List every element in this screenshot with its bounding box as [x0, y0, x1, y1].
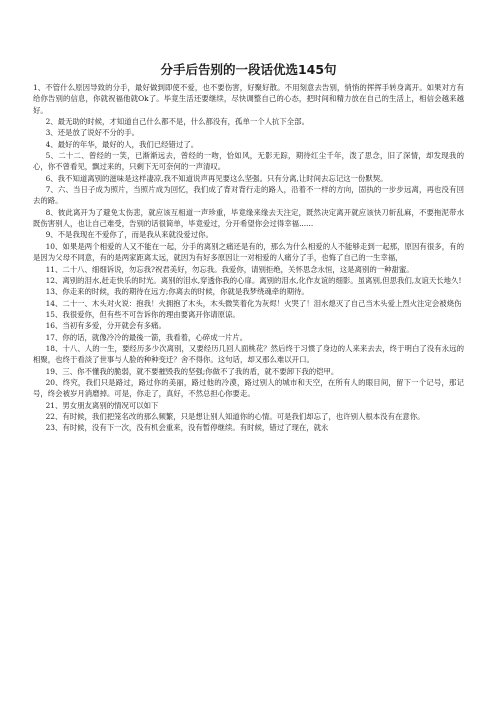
- paragraph: 14、二十一、木头对火说：抱我！火拥抱了木头，木头微笑着化为灰烬！火哭了！泪水熄灭了自己当木头爱上烈火注定会被烧伤: [45, 298, 462, 308]
- paragraph: 4、最好的年华，最好的人，我们已经错过了。: [45, 139, 199, 149]
- paragraph: 3、还是放了说好不分的手。: [45, 128, 139, 138]
- paragraph: 15、我很爱你，但有些不可告诉你的理由要离开你请原谅。: [45, 309, 240, 319]
- paragraph: 17、你的话，就像冷冷的最後一箭，我看着，心碎成一片片。: [45, 332, 248, 342]
- paragraph: 2、最无助的时候，才知道自己什么都不是，什么都没有，孤单一个人抗下全部。: [45, 117, 309, 127]
- paragraph: 10、如果是两个相爱的人又不能在一起，分手的离别之痛还是有的，那么为什么相爱的人不能够走到一起那，原因有很多，有的是因为父母不同意，有的是两家距离太远，就因为有好多原因让一对相爱的人痛分了手，也悔了自己的一生幸福，: [33, 241, 464, 263]
- paragraph: 5、二十二、曾经的一笑，已渐渐远去，曾经的一吻，恰如风，无影无踪，期待红尘千年，泼了思念，旧了深情，却发现我的心，你不曾看见，飘过来的，只剩下无可奈何的一声清叹。: [33, 151, 464, 172]
- paragraph: 1、不管什么原因导致的分手，最好做到即使不爱，也不要伤害，好聚好散。不用刻意去告别，悄悄的挥挥手转身离开。如果对方有给你告别的信息，你就祝福他就Ok了。毕竟生活还要继续，尽快调整自己的心态，把时间和精力放在自己的生活上，相信会越来越好。: [33, 83, 464, 115]
- document-body: [33, 82, 464, 434]
- paragraph: 18、十八、人的一生，要经历多少次离别，又要经历几回人面桃花？然后终于习惯了身边的人来来去去，终于明白了没有永远的相聚，也终于看淡了世事与人脸的种种变迁？舍不得你。这句话，却又那么难以开口。: [33, 343, 464, 365]
- paragraph: 11、二十八、细细诉说，勿忘我?祝君美好，勿忘我。我爱你，请别拒绝，关怀思念永恒，这是离别的一种甜蜜。: [45, 264, 414, 274]
- paragraph: 9、不是我现在不爱你了，而是我从来就没爱过你。: [45, 230, 213, 240]
- paragraph: 23、有时候，没有下一次，没有机会重来，没有暂停继续。有时候，错过了现在，就永: [45, 423, 329, 433]
- paragraph: 22、有时候，我们把笼名改的那么频繁，只是想让别人知道你的心情。可是我们却忘了，也许别人根本没有在意你。: [45, 411, 425, 421]
- paragraph: 21、男女朋友离别的情况可以如下: [45, 400, 159, 410]
- paragraph: 13、你走来的时候，我的期待在远方;你离去的时候，你就是我梦绕魂牵的期待。: [45, 287, 309, 297]
- paragraph: 19、三、你不懂我的脆弱，就不要摧毁我的坚强;你做不了我的盾，就不要卸下我的铠甲。: [45, 366, 339, 376]
- paragraph: 7、六、当日子成为照片，当照片成为回忆，我们成了背对背行走的路人，沿着不一样的方向，固执的一步步远离，再也没有回去的路。: [33, 185, 464, 206]
- paragraph: 6、我不知道离别的滋味是这样凄凉,我不知道说声再见要这么坚强。只有分离,让时间去忘记这一份默契。: [45, 173, 388, 183]
- paragraph: 8、彼此离开为了避免太伤悲，就应该互相道一声珍重，毕竟缘来缘去天注定，既然决定离开就应该快刀斩乱麻，不要拖泥带水既伤害别人，也让自己难受，告别的话很简单，毕竟爱过，分开希望你会过得幸福......: [33, 207, 464, 229]
- document-title: 分手后告别的一段话优选145句: [160, 62, 337, 77]
- paragraph: 16、当初有多爱，分开就会有多痛。: [45, 321, 166, 331]
- paragraph: 12、离别的泪水,赶走快乐的时光。离别的泪水,穿透你我的心扉。离别的泪水,化作友谊的细影。虽离别,但思我们,友谊天长地久!: [45, 275, 462, 285]
- paragraph: 20、终究，我们只是路过，路过你的美丽，路过他的冷漠，路过别人的城市和天空，在所有人的眼目间，留下一个记号，那记号，终会被岁月消磨掉。可是，你走了，真好，不然总担心你要走。: [33, 377, 464, 399]
